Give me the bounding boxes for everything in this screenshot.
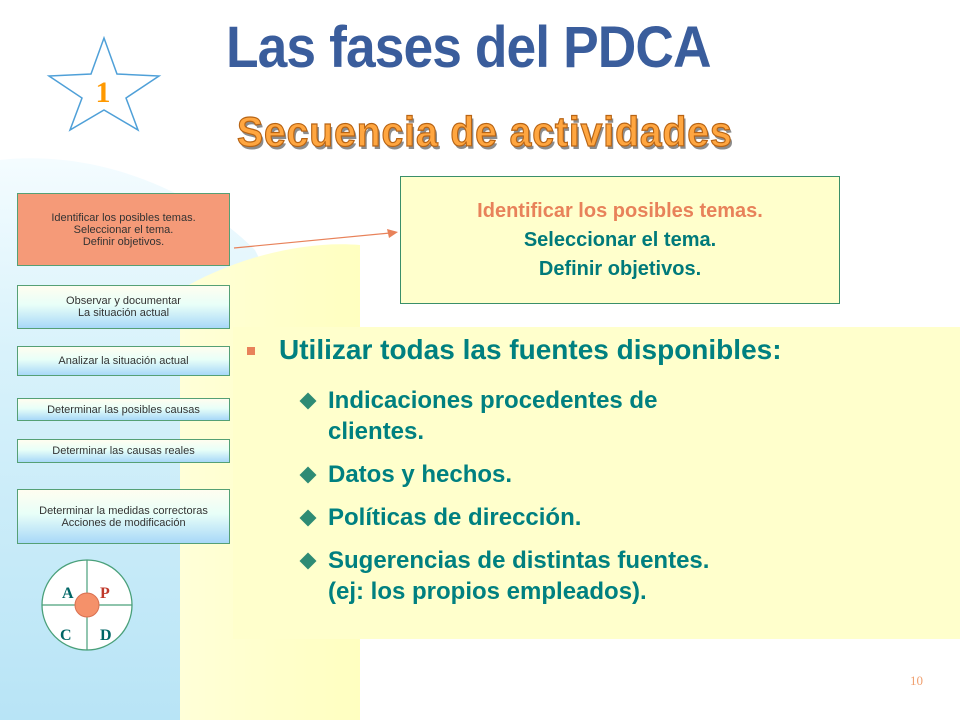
callout-line: Definir objetivos. [538, 257, 702, 280]
list-item-line: Datos y hechos. [328, 461, 513, 488]
list-item-line: (ej: los propios empleados). [328, 578, 647, 605]
step-observe-document [17, 285, 230, 329]
step-line: Determinar las posibles causas [47, 403, 200, 416]
step-line: Determinar la medidas correctoras [39, 504, 208, 517]
list-item [300, 502, 900, 533]
step-line: Definir objetivos. [82, 235, 165, 248]
step-line: Determinar las causas reales [52, 445, 195, 457]
slide-subtitle: Secuencia de actividades [237, 108, 733, 155]
diamond-bullet-icon [300, 510, 317, 527]
list-item [300, 545, 900, 607]
list-item [300, 385, 900, 447]
list-item-line: Indicaciones procedentes de [328, 387, 658, 414]
step-real-causes [17, 439, 230, 463]
slide-title: Las fases del PDCA [226, 15, 711, 80]
step-line: Identificar los posibles temas. [51, 211, 196, 224]
cycle-label-p: P [100, 585, 110, 602]
connector-arrow [232, 228, 402, 252]
callout-line: Seleccionar el tema. [523, 228, 717, 251]
list-item-line: Políticas de dirección. [328, 504, 582, 531]
cycle-label-d: D [100, 627, 112, 644]
list-item-line: Sugerencias de distintas fuentes. [328, 547, 710, 574]
sub-bullet-list [300, 385, 900, 619]
step-corrective-measures [17, 489, 230, 544]
step-identify-topics [17, 193, 230, 266]
main-bullet-text: Utilizar todas las fuentes disponibles: [279, 334, 782, 365]
page-number: 10 [910, 673, 923, 688]
cycle-label-a: A [62, 585, 74, 602]
step-line: Analizar la situación actual [58, 355, 189, 367]
diamond-bullet-icon [300, 393, 317, 410]
list-item [300, 459, 900, 490]
callout-line: Identificar los posibles temas. [477, 199, 763, 222]
step-analyze-situation [17, 346, 230, 376]
step-line: Observar y documentar [66, 295, 181, 307]
diamond-bullet-icon [300, 553, 317, 570]
diamond-bullet-icon [300, 467, 317, 484]
square-bullet-icon [247, 347, 255, 355]
star-number: 1 [95, 76, 111, 109]
step-line: Seleccionar el tema. [73, 223, 174, 236]
cycle-label-c: C [60, 627, 72, 644]
callout-box [400, 176, 840, 304]
step-line: Acciones de modificación [61, 516, 186, 529]
step-possible-causes [17, 398, 230, 421]
step-line: La situación actual [77, 307, 170, 319]
list-item-line: clientes. [328, 418, 425, 445]
pdca-cycle-wheel [40, 558, 134, 652]
